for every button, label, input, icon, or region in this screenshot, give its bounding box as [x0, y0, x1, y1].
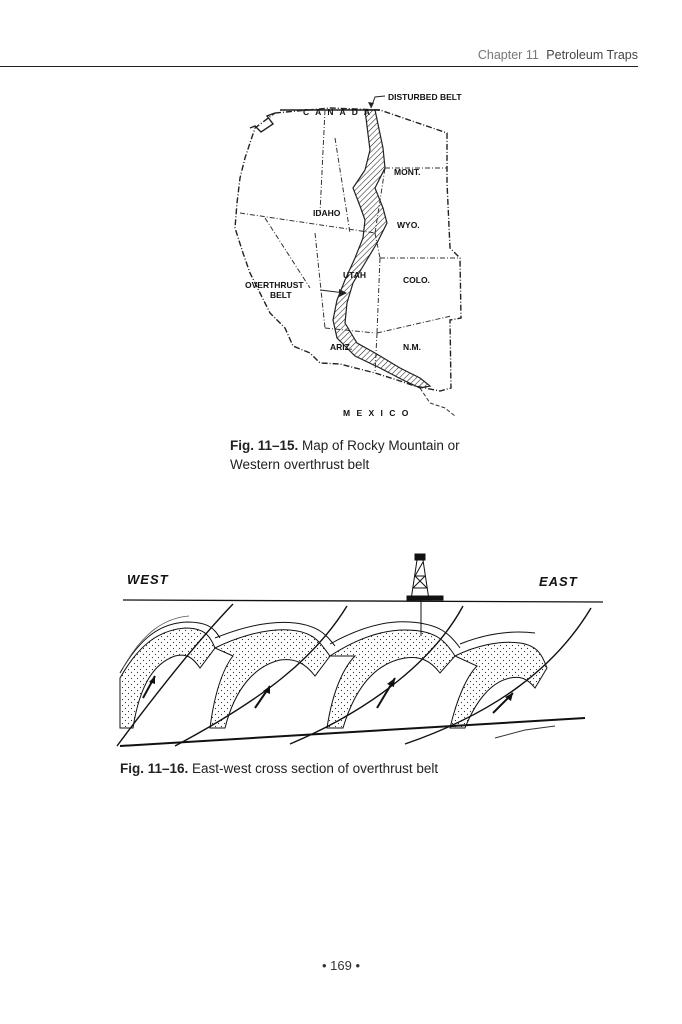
label-colo: COLO. [403, 275, 430, 285]
label-canada: C A N A D A [303, 107, 373, 117]
caption-text: Map of Rocky Mountain or [298, 438, 460, 453]
header-rule [0, 66, 638, 67]
section-title: Petroleum Traps [546, 48, 638, 62]
page-number: • 169 • [321, 958, 361, 973]
running-header [0, 48, 638, 62]
label-overthrust: OVERTHRUST [245, 280, 304, 290]
figure-caption-11-15 [230, 436, 520, 474]
label-utah: UTAH [343, 270, 366, 280]
label-mexico: M E X I C O [343, 408, 411, 418]
thrust-sheet-4 [450, 632, 547, 728]
chapter-label: Chapter 11 [477, 48, 539, 62]
basal-decollement [120, 718, 585, 746]
caption-number: Fig. 11–16. [120, 761, 189, 776]
label-idaho: IDAHO [313, 208, 341, 218]
figure-caption-11-16 [120, 759, 620, 778]
caption-text-line2: Western overthrust belt [230, 457, 370, 472]
western-us-outline [235, 108, 461, 416]
label-belt: BELT [270, 290, 292, 300]
label-disturbed-belt: DISTURBED BELT [388, 92, 462, 102]
thrust-sheet-3 [327, 622, 460, 728]
overthrust-belt-map [225, 88, 480, 426]
thrust-sheet-2 [210, 622, 335, 728]
overthrust-cross-section [115, 548, 615, 756]
label-nm: N.M. [403, 342, 421, 352]
caption-text: East-west cross section of overthrust belt [188, 761, 439, 776]
thrust-sheet-1 [120, 616, 220, 728]
caption-number: Fig. 11–15. [230, 438, 299, 453]
label-mont: MONT. [394, 167, 421, 177]
label-wyo: WYO. [397, 220, 420, 230]
label-ariz: ARIZ. [330, 342, 353, 352]
ground-surface [123, 600, 603, 602]
label-east: EAST [539, 574, 578, 589]
label-west: WEST [127, 572, 169, 587]
